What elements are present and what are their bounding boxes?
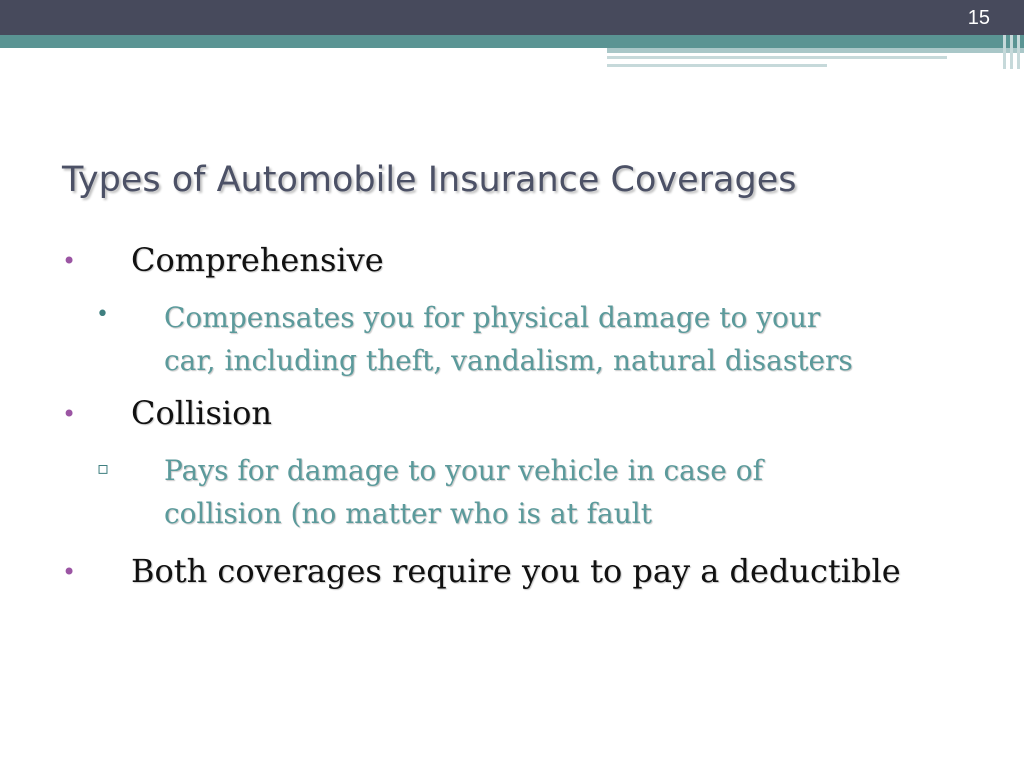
bullet-icon: • bbox=[62, 400, 77, 428]
slide-number: 15 bbox=[967, 7, 990, 29]
bullet-icon: • bbox=[62, 247, 77, 275]
detail-line: car, including theft, vandalism, natural disasters bbox=[164, 344, 853, 377]
detail-line: Compensates you for physical damage to your bbox=[164, 301, 821, 334]
list-item-collision-detail bbox=[164, 449, 964, 535]
detail-line: collision (no matter who is at fault bbox=[164, 497, 652, 530]
list-item-deductible: Both coverages require you to pay a deductible bbox=[131, 552, 901, 590]
square-bullet-icon: ▫ bbox=[97, 458, 110, 479]
detail-line: Pays for damage to your vehicle in case of bbox=[164, 454, 763, 487]
bullet-icon: • bbox=[62, 558, 77, 586]
bullet-icon: • bbox=[96, 302, 109, 327]
list-item-comprehensive: Comprehensive bbox=[131, 241, 384, 279]
list-item-comprehensive-detail bbox=[164, 296, 964, 382]
list-item-collision: Collision bbox=[131, 394, 272, 432]
slide-title: Types of Automobile Insurance Coverages bbox=[62, 160, 797, 200]
